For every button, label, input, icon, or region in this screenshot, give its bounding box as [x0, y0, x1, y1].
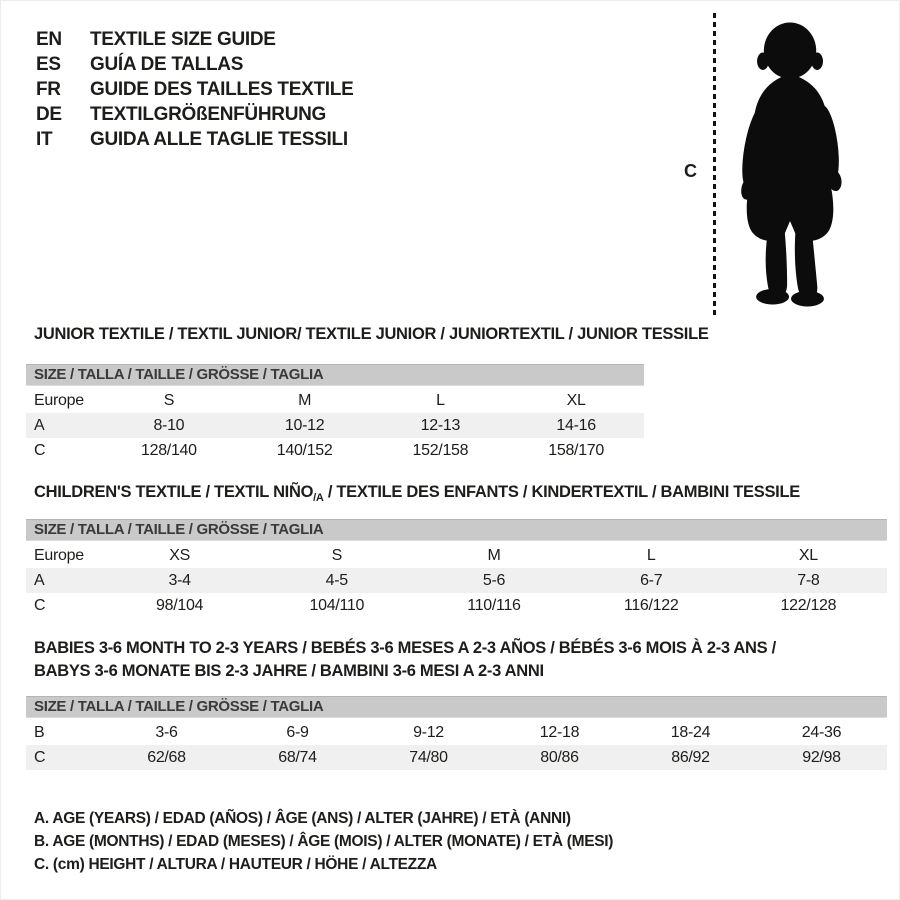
size-cell: S [163, 391, 175, 409]
size-cell: 24-36 [801, 723, 842, 741]
language-code: EN [36, 28, 62, 50]
guide-title: GUÍA DE TALLAS [90, 53, 244, 75]
children-title-part1: CHILDREN'S TEXTILE / TEXTIL NIÑO [34, 483, 314, 501]
table-row-age [26, 413, 644, 438]
size-cell: 116/122 [623, 596, 679, 614]
table-row-height [26, 593, 887, 618]
size-cell: 104/110 [309, 596, 365, 614]
size-cell: 4-5 [325, 571, 348, 589]
size-cell: 18-24 [670, 723, 711, 741]
table-row-height [26, 438, 644, 463]
size-header-bar: SIZE / TALLA / TAILLE / GRÖSSE / TAGLIA [26, 519, 887, 541]
size-cell: 158/170 [548, 441, 604, 459]
size-cell: S [331, 546, 342, 564]
note-age-years: A. AGE (YEARS) / EDAD (AÑOS) / ÂGE (ANS) / ALTER (JAHRE) / ETÀ (ANNI) [34, 810, 571, 827]
size-header-bar: SIZE / TALLA / TAILLE / GRÖSSE / TAGLIA [26, 364, 644, 386]
language-code: FR [36, 78, 61, 100]
toddler-silhouette-icon [728, 13, 854, 313]
size-cell: 68/74 [278, 748, 317, 766]
language-row [36, 27, 353, 52]
children-title-part2: / TEXTILE DES ENFANTS / KINDERTEXTIL / BAMBINI TESSILE [323, 483, 800, 501]
size-cell: 62/68 [147, 748, 186, 766]
size-cell: L [646, 546, 656, 564]
size-cell: 80/86 [540, 748, 579, 766]
row-label: Europe [34, 546, 84, 564]
size-cell: 92/98 [802, 748, 841, 766]
junior-section-title: JUNIOR TEXTILE / TEXTIL JUNIOR/ TEXTILE JUNIOR / JUNIORTEXTIL / JUNIOR TESSILE [34, 325, 709, 343]
size-header-bar: SIZE / TALLA / TAILLE / GRÖSSE / TAGLIA [26, 696, 887, 718]
row-label: B [34, 723, 45, 741]
note-age-months: B. AGE (MONTHS) / EDAD (MESES) / ÂGE (MOIS) / ALTER (MONATE) / ETÀ (MESI) [34, 833, 614, 850]
table-row-europe [26, 388, 644, 413]
children-size-table [26, 519, 887, 618]
guide-title: GUIDE DES TAILLES TEXTILE [90, 78, 354, 100]
size-cell: 152/158 [412, 441, 469, 459]
size-cell: M [298, 391, 312, 409]
size-cell: 3-6 [155, 723, 178, 741]
row-label: C [34, 441, 46, 459]
row-label: C [34, 596, 46, 614]
size-cell: 6-9 [286, 723, 309, 741]
children-title-subscript: /A [313, 492, 324, 504]
size-cell: XS [169, 546, 190, 564]
table-row-height [26, 745, 887, 770]
junior-size-table [26, 364, 644, 463]
size-cell: 9-12 [413, 723, 444, 741]
size-cell: 5-6 [482, 571, 506, 589]
language-title-list [36, 27, 353, 152]
size-cell: 110/116 [467, 596, 521, 614]
size-cell: 86/92 [671, 748, 710, 766]
language-row [36, 77, 353, 102]
language-row [36, 127, 353, 152]
size-cell: 140/152 [276, 441, 333, 459]
table-row-age [26, 568, 887, 593]
height-measure-label: C [684, 161, 697, 181]
language-code: ES [36, 53, 61, 75]
size-cell: L [436, 391, 445, 409]
language-row [36, 102, 353, 127]
babies-title-line1: BABIES 3-6 MONTH TO 2-3 YEARS / BEBÉS 3-6 MESES A 2-3 AÑOS / BÉBÉS 3-6 MOIS À 2-3 ANS / [34, 639, 776, 657]
size-cell: 128/140 [141, 441, 197, 459]
size-cell: 14-16 [556, 416, 596, 434]
guide-title: GUIDA ALLE TAGLIE TESSILI [90, 128, 348, 150]
language-row [36, 52, 353, 77]
row-label: Europe [34, 391, 84, 409]
babies-title-line2: BABYS 3-6 MONATE BIS 2-3 JAHRE / BAMBINI 3-6 MESI A 2-3 ANNI [34, 662, 544, 680]
guide-title: TEXTILGRÖßENFÜHRUNG [90, 103, 327, 125]
size-cell: 98/104 [156, 596, 204, 614]
size-cell: 7-8 [797, 571, 820, 589]
size-cell: M [487, 546, 501, 564]
table-row-months [26, 720, 887, 745]
size-cell: 12-18 [539, 723, 580, 741]
size-cell: 3-4 [168, 571, 191, 589]
language-code: DE [36, 103, 62, 125]
size-cell: 122/128 [780, 596, 837, 614]
size-cell: 12-13 [420, 416, 461, 434]
row-label: A [34, 571, 45, 589]
legend-notes [34, 807, 613, 876]
size-cell: 6-7 [640, 571, 663, 589]
size-cell: XL [566, 391, 586, 409]
size-cell: 10-12 [284, 416, 325, 434]
language-code: IT [36, 128, 53, 150]
height-measure-line [713, 13, 716, 316]
table-row-europe [26, 543, 887, 568]
row-label: C [34, 748, 46, 766]
row-label: A [34, 416, 45, 434]
size-cell: 74/80 [409, 748, 448, 766]
babies-size-table [26, 696, 887, 770]
guide-title: TEXTILE SIZE GUIDE [90, 28, 276, 50]
size-cell: 8-10 [153, 416, 185, 434]
size-cell: XL [798, 546, 818, 564]
babies-section-title [34, 637, 776, 683]
children-section-title [34, 481, 800, 510]
note-height-cm: C. (cm) HEIGHT / ALTURA / HAUTEUR / HÖHE / ALTEZZA [34, 856, 437, 873]
